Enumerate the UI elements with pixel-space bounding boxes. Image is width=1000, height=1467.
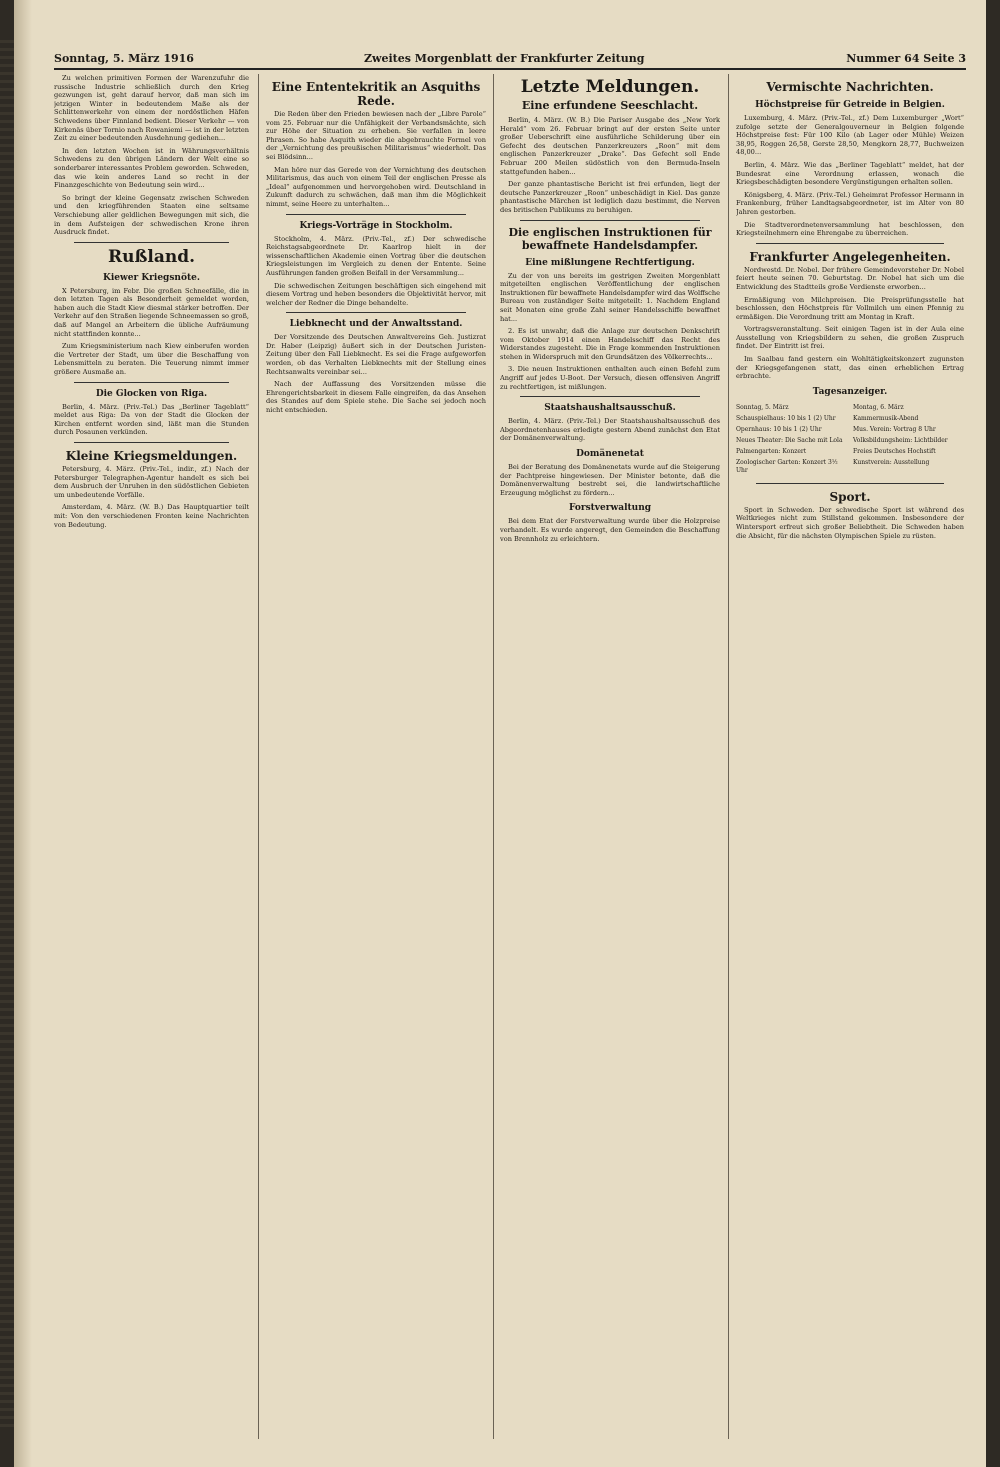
divider: [286, 312, 466, 313]
article-paragraph: Berlin, 4. März. (Priv.-Tel.) Das „Berliner Tageblatt“ meldet aus Riga: Da von der Stadt die Glocken der Kirchen entfernt worden sind, läßt man die Stunden durch Posaunen verkünden.: [54, 402, 249, 437]
article-paragraph: Bei der Beratung des Domänenetats wurde auf die Steigerung der Pachtpreise hingewiesen. Der Minister betonte, daß die Domänenverwaltung bestrebt sei, die landwirtschaftliche Erzeugung möglichst zu fördern...: [500, 463, 720, 497]
article-subtitle: Eine erfundene Seeschlacht.: [521, 99, 699, 112]
section-title-frankfurter: Frankfurter Angelegenheiten.: [749, 249, 951, 264]
ads-column-right: [853, 404, 964, 478]
article-title: Liebknecht und der Anwaltsstand.: [289, 319, 463, 330]
article-subtitle: Domänenetat: [576, 449, 644, 460]
article-paragraph: Sport in Schweden. Der schwedische Sport ist während des Weltkrieges nicht zum Stillstand gekommen. Insbesondere der Wintersport erfreut sich großer Beliebtheit. Die Schweden haben die Absicht, für die nächsten Olympischen Spiele zu rüsten.: [736, 505, 964, 540]
column-3: [500, 74, 720, 1439]
article-paragraph: Petersburg, 4. März. (Priv.-Tel., indir., zf.) Nach der Petersburger Telegraphen-Agentur handelt es sich bei dem Ausbruch der Unruhen in den südöstlichen Gebieten um unbedeutende Vorfälle.: [54, 465, 249, 499]
divider: [74, 382, 229, 383]
article-paragraph: Der Vorsitzende des Deutschen Anwaltvereins Geh. Justizrat Dr. Haber (Leipzig) äußert sich in der Deutschen Juristen-Zeitung über den Fall Liebknecht. Es sei die Frage aufgeworfen worden, ob das Verhalten Liebknechts mit der Stellung eines Rechtsanwalts vereinbar sei...: [266, 333, 486, 376]
article-title: Staatshaushaltsausschuß.: [544, 403, 676, 414]
divider: [756, 483, 944, 484]
ad-item: Kammermusik-Abend: [853, 414, 919, 422]
section-title-letzte-meldungen: Letzte Meldungen.: [520, 77, 700, 97]
ad-item: Opernhaus: 10 bis 1 (2) Uhr: [736, 425, 822, 433]
article-paragraph: Nordwestd. Dr. Nobel. Der frühere Gemeindevorsteher Dr. Nobel feiert heute seinen 70. Geburtstag. Dr. Nobel hat sich um die Entwicklung des Stadtteils große Verdienste erworben...: [736, 265, 964, 291]
column-1: [54, 74, 249, 1439]
article-paragraph: Berlin, 4. März. (Priv.-Tel.) Der Staatshaushaltsausschuß des Abgeordnetenhauses erledigte gestern Abend zunächst den Etat der Domänenverwaltung.: [500, 417, 720, 443]
article-subtitle: Höchstpreise für Getreide in Belgien.: [755, 100, 945, 110]
ad-item: Sonntag, 5. März: [736, 403, 789, 411]
article-paragraph: In den letzten Wochen ist in Währungsverhältnis Schwedens zu den übrigen Ländern der Welt eine so sonderbarer interessantes Problem geworden. Schweden, das wie kein anderes Land so recht in der Finanzgeschichte von Bedeutung sein wird...: [54, 146, 249, 190]
tagesanzeiger-listing: [736, 404, 964, 478]
article-paragraph: Die Reden über den Frieden bewiesen nach der „Libre Parole“ vom 25. Februar nur die Unfähigkeit der Verbandsmächte, sich zur Höhe der Situation zu erheben. Sie verfallen in leere Phrasen. So habe Asquith wieder die abgebrauchte Formel von der „Vernichtung des preußischen Militarismus“ wiederholt. Das sei Blödsinn...: [266, 110, 486, 161]
divider: [74, 442, 229, 443]
article-paragraph: 3. Die neuen Instruktionen enthalten auch einen Befehl zum Angriff auf jedes U-Boot. Der Versuch, diesen offensiven Angriff zu rechtfertigen, ist mißlungen.: [500, 365, 720, 391]
article-paragraph: Stockholm, 4. März. (Priv.-Tel., zf.) Der schwedische Reichstagsabgeordnete Dr. Kaarlrop hielt in der wissenschaftlichen Akademie einen Vortrag über die deutschen Kriegsleistungen im Vergleich zu denen der Entente. Seine Ausführungen fanden großen Beifall in der Versammlung...: [266, 234, 486, 277]
article-title: Die Glocken von Riga.: [95, 388, 208, 399]
section-title-sport: Sport.: [829, 489, 871, 504]
article-paragraph: Vortragsveranstaltung. Seit einigen Tagen ist in der Aula eine Ausstellung von Kriegsbildern zu sehen, die großen Zuspruch findet. Der Eintritt ist frei.: [736, 325, 964, 351]
article-subtitle: Eine mißlungene Rechtfertigung.: [525, 257, 695, 268]
header-number: Nummer 64 Seite 3: [846, 52, 966, 65]
divider: [286, 214, 466, 215]
article-paragraph: So bringt der kleine Gegensatz zwischen Schweden und den kriegführenden Staaten eine seltsame Verschiebung aller geldlichen Bewegungen mit sich, die in dem Aufsteigen der schwedischen Krone ihren Ausdruck findet.: [54, 193, 249, 237]
column-4: [736, 74, 964, 1439]
article-title: Kleine Kriegsmeldungen.: [65, 449, 238, 463]
article-paragraph: Bei dem Etat der Forstverwaltung wurde über die Holzpreise verhandelt. Es wurde angeregt, den Gemeinden die Beschaffung von Brennholz zu erleichtern.: [500, 517, 720, 543]
article-paragraph: Berlin, 4. März. Wie das „Berliner Tageblatt“ meldet, hat der Bundesrat eine Verordnung erlassen, wonach die Kriegsbeschädigten besondere Vergünstigungen erhalten sollen.: [736, 160, 964, 187]
ad-item: Palmengarten: Konzert: [736, 447, 807, 455]
header-date: Sonntag, 5. März 1916: [54, 52, 194, 65]
article-paragraph: Im Saalbau fand gestern ein Wohltätigkeitskonzert zugunsten der Kriegsgefangenen statt, das einen erheblichen Ertrag erbrachte.: [736, 355, 964, 381]
article-paragraph: Luxemburg, 4. März. (Priv.-Tel., zf.) Dem Luxemburger „Wort“ zufolge setzte der Generalgouverneur in Belgien folgende Höchstpreise fest: Für 100 Kilo (ab Lager oder Mühle) Weizen 38,95, Roggen 26,58, Gerste 28,50, Mengkorn 28,77, Buchweizen 48,00...: [736, 114, 964, 157]
article-title: Kiewer Kriegsnöte.: [103, 272, 200, 283]
article-paragraph: Man höre nur das Gerede von der Vernichtung des deutschen Militarismus, das auch von einem Teil der englischen Presse als „Ideal“ aufgenommen und hervorgehoben wird. Deutschland in Zukunft dadurch zu schwächen, daß man ihm die Möglichkeit nimmt, seine Heere zu unterhalten...: [266, 165, 486, 208]
ad-item: Volksbildungsheim: Lichtbilder: [853, 436, 948, 444]
divider: [520, 220, 700, 221]
article-paragraph: Ermäßigung von Milchpreisen. Die Preisprüfungsstelle hat beschlossen, den Höchstpreis für Vollmilch um einen Pfennig zu ermäßigen. Die Verordnung tritt am Montag in Kraft.: [736, 295, 964, 321]
article-paragraph: Die schwedischen Zeitungen beschäftigen sich eingehend mit diesem Vortrag und heben besonders die Objektivität hervor, mit welcher der Redner die Dinge behandelte.: [266, 281, 486, 307]
ad-item: Schauspielhaus: 10 bis 1 (2) Uhr: [736, 414, 836, 422]
ad-item: Neues Theater: Die Sache mit Lola: [736, 436, 843, 444]
article-paragraph: Amsterdam, 4. März. (W. B.) Das Hauptquartier teilt mit: Von den verschiedenen Fronten keine Nachrichten von Bedeutung.: [54, 503, 249, 529]
page-header: [54, 50, 966, 70]
article-paragraph: Königsberg, 4. März. (Priv.-Tel.) Geheimrat Professor Hermann in Frankenburg, früher Landtagsabgeordneter, ist im Alter von 80 Jahren gestorben.: [736, 190, 964, 216]
article-paragraph: Zum Kriegsministerium nach Kiew einberufen worden die Vertreter der Stadt, um über die Beschaffung von Lebensmitteln zu beraten. Die Teuerung nimmt immer größere Ausmaße an.: [54, 342, 249, 377]
section-title-russland: Rußland.: [107, 246, 196, 267]
tagesanzeiger-title: Tagesanzeiger.: [812, 386, 888, 397]
divider: [74, 242, 229, 243]
article-paragraph: Zu der von uns bereits im gestrigen Zweiten Morgenblatt mitgeteilten englischen Veröffentlichung der englischen Instruktionen für bewaffnete Handelsdampfer wird das Wolffsche Bureau von zuständiger Seite mitgeteilt: 1. Nachdem England seit Monaten eine große Zahl seiner Handelsschiffe bewaffnet hat...: [500, 271, 720, 323]
section-title-vermischte: Vermischte Nachrichten.: [766, 80, 934, 94]
article-subtitle: Forstverwaltung: [568, 503, 652, 514]
newspaper-page: [14, 0, 986, 1467]
article-paragraph: Berlin, 4. März. (W. B.) Die Pariser Ausgabe des „New York Herald“ vom 26. Februar bringt auf der ersten Seite unter großer Ueberschrift eine ausführliche Schilderung über ein Gefecht des deutschen Panzerkreuzers „Roon“ mit dem englischen Panzerkreuzer „Drake“. Das Gefecht soll Ende Februar 200 Meilen südöstlich von den Bermuda-Inseln stattgefunden haben...: [500, 116, 720, 176]
ad-item: Mus. Verein: Vortrag 8 Uhr: [853, 425, 936, 433]
column-rule: [493, 74, 494, 1439]
ad-item: Freies Deutsches Hochstift: [853, 447, 936, 455]
column-2: [266, 74, 486, 1439]
article-title: Kriegs-Vorträge in Stockholm.: [299, 220, 453, 231]
article-paragraph: 2. Es ist unwahr, daß die Anlage zur deutschen Denkschrift vom Oktober 1914 einen Handelsschiff das Recht des Widerstandes zugesteht. Die in Frage kommenden Instruktionen stehen in Widerspruch mit den Grundsätzen des Völkerrechts...: [500, 327, 720, 361]
article-title: Die englischen Instruktionen für bewaffnete Handelsdampfer.: [508, 225, 712, 252]
ad-item: Montag, 6. März: [853, 403, 904, 411]
article-paragraph: Nach der Auffassung des Vorsitzenden müsse die Ehrengerichtsbarkeit in diesem Falle eingreifen, da das Ansehen des Standes auf dem Spiele stehe. Die Sache sei jedoch noch nicht entschieden.: [266, 380, 486, 415]
article-title: Eine Ententekritik an Asquiths Rede.: [271, 80, 481, 108]
ad-item: Zoologischer Garten: Konzert 3½ Uhr: [736, 458, 838, 474]
header-edition: Zweites Morgenblatt der Frankfurter Zeitung: [364, 52, 645, 65]
binding-spine: [0, 40, 14, 1427]
article-paragraph: X Petersburg, im Febr. Die großen Schneefälle, die in den letzten Tagen als Besonderheit gemeldet worden, haben auch die Stadt Kiew diesmal stärker betroffen. Der Verkehr auf den Straßen liegende Schneemassen so groß, daß auf Mangel an Arbeitern die übliche Aufräumung nicht stattfinden konnte...: [54, 286, 249, 338]
ad-item: Kunstverein: Ausstellung: [853, 458, 930, 466]
column-rule: [258, 74, 259, 1439]
divider: [756, 243, 944, 244]
ads-column-left: [736, 404, 847, 478]
article-paragraph: Die Stadtverordnetenversammlung hat beschlossen, den Kriegsteilnehmern eine Ehrengabe zu überreichen.: [736, 220, 964, 238]
article-paragraph: Der ganze phantastische Bericht ist frei erfunden, liegt der deutsche Panzerkreuzer „Roon“ unbeschädigt in Kiel. Das ganze phantastische Märchen ist lediglich dazu bestimmt, die Nerven des britischen Publikums zu beruhigen.: [500, 180, 720, 214]
column-rule: [728, 74, 729, 1439]
divider: [520, 396, 700, 397]
article-paragraph: Zu welchen primitiven Formen der Warenzufuhr die russische Industrie schließlich durch den Krieg gezwungen ist, geht darauf hervor, daß man sich im jetzigen Winter in bedeutendem Maße als der Schlittenwerkehr von einem der nordöstlichen Häfen Schwedens über Finnland bedient. Dieser Verkehr — von Kirkenäs über Tornio nach Rowaniemi — ist in der letzten Zeit zu einer bedeutenden Ausdehnung gediehen...: [54, 74, 249, 143]
